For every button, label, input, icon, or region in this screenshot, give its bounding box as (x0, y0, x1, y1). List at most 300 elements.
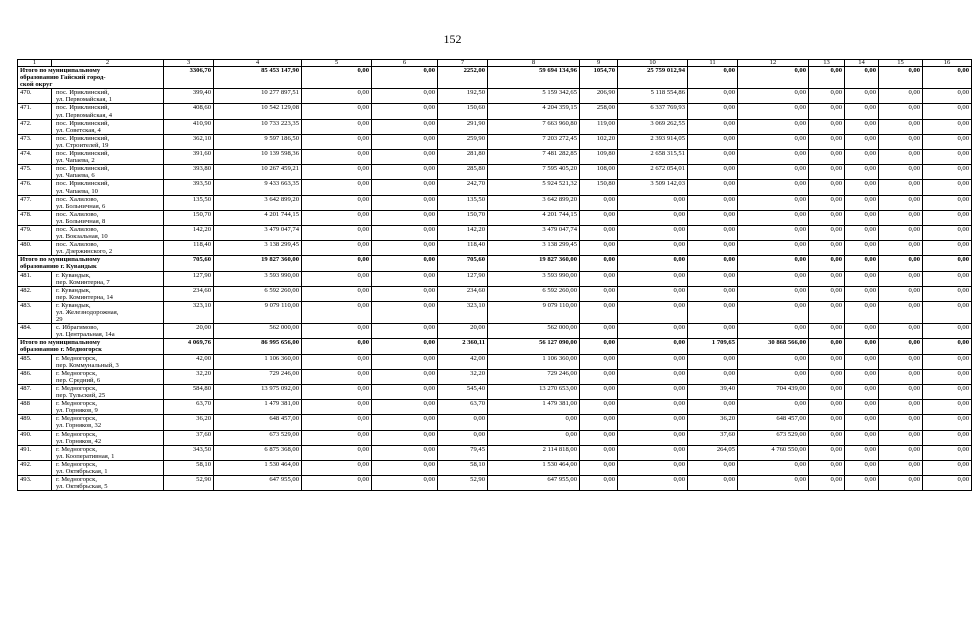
value-cell: 0,00 (302, 134, 372, 149)
value-cell: 0,00 (809, 460, 845, 475)
value-cell: 0,00 (923, 119, 972, 134)
value-cell: 206,90 (580, 89, 618, 104)
value-cell: 0,00 (845, 286, 879, 301)
column-number-row (18, 60, 972, 67)
value-cell: 0,00 (845, 150, 879, 165)
value-cell: 0,00 (923, 369, 972, 384)
row-number: 493. (18, 476, 52, 491)
value-cell: 408,60 (164, 104, 214, 119)
address-line: пос. Ириклинский, (56, 180, 110, 188)
value-cell: 0,00 (845, 415, 879, 430)
value-cell: 127,90 (438, 271, 488, 286)
value-cell: 0,00 (845, 369, 879, 384)
value-cell: 0,00 (845, 476, 879, 491)
value-cell: 393,80 (164, 165, 214, 180)
value-cell: 0,00 (618, 241, 688, 256)
value-cell: 0,00 (809, 445, 845, 460)
column-header: 6 (372, 60, 438, 67)
address-line: ул. Октябрьская, 5 (56, 483, 108, 491)
value-cell: 0,00 (879, 134, 923, 149)
address-line: ул. Горняков, 9 (56, 407, 98, 415)
value-cell: 0,00 (809, 476, 845, 491)
value-cell: 0,00 (738, 89, 809, 104)
value-cell: 0,00 (688, 165, 738, 180)
value-cell: 0,00 (809, 415, 845, 430)
value-cell: 0,00 (302, 415, 372, 430)
value-cell: 0,00 (438, 430, 488, 445)
value-cell: 3 479 047,74 (488, 225, 580, 240)
value-cell: 52,90 (438, 476, 488, 491)
value-cell: 0,00 (923, 400, 972, 415)
value-cell: 258,00 (580, 104, 618, 119)
value-cell: 0,00 (618, 301, 688, 323)
table-row (18, 324, 972, 339)
value-cell: 0,00 (809, 89, 845, 104)
value-cell: 0,00 (738, 134, 809, 149)
value-cell: 0,00 (372, 286, 438, 301)
address-line: ул. Первомайская, 4 (56, 111, 112, 119)
value-cell: 19 827 360,00 (214, 256, 302, 271)
value-cell: 0,00 (688, 369, 738, 384)
row-number: 479. (18, 225, 52, 240)
page-number: 152 (443, 32, 462, 46)
table-row (18, 241, 972, 256)
value-cell: 0,00 (845, 241, 879, 256)
value-cell: 0,00 (302, 104, 372, 119)
value-cell: 0,00 (688, 460, 738, 475)
address-line: ул. Первомайская, 1 (56, 96, 112, 104)
value-cell: 36,20 (164, 415, 214, 430)
table-row (18, 445, 972, 460)
value-cell: 0,00 (923, 67, 972, 89)
value-cell: 0,00 (879, 384, 923, 399)
value-cell: 0,00 (738, 400, 809, 415)
address-cell (52, 354, 164, 369)
value-cell: 0,00 (302, 210, 372, 225)
value-cell: 58,10 (164, 460, 214, 475)
address-line: ул. Октябрьская, 1 (56, 467, 108, 475)
value-cell: 3 069 262,55 (618, 119, 688, 134)
row-number: 487. (18, 384, 52, 399)
value-cell: 0,00 (580, 476, 618, 491)
address-line: ул. Горняков, 42 (56, 437, 102, 445)
value-cell: 32,20 (438, 369, 488, 384)
value-cell: 0,00 (879, 67, 923, 89)
column-header: 7 (438, 60, 488, 67)
value-cell: 0,00 (923, 301, 972, 323)
value-cell: 0,00 (302, 400, 372, 415)
value-cell: 0,00 (845, 460, 879, 475)
value-cell: 0,00 (618, 271, 688, 286)
value-cell: 0,00 (879, 339, 923, 354)
value-cell: 3 509 142,03 (618, 180, 688, 195)
address-line: образованию г. Медногорск (20, 346, 102, 354)
value-cell: 59 694 134,96 (488, 67, 580, 89)
value-cell: 0,00 (688, 134, 738, 149)
value-cell: 0,00 (738, 210, 809, 225)
address-cell (52, 104, 164, 119)
value-cell: 0,00 (923, 286, 972, 301)
value-cell: 4 201 744,15 (488, 210, 580, 225)
value-cell: 0,00 (738, 460, 809, 475)
address-cell (52, 369, 164, 384)
value-cell: 1 709,65 (688, 339, 738, 354)
value-cell: 673 529,00 (214, 430, 302, 445)
value-cell: 0,00 (923, 165, 972, 180)
value-cell: 2 672 054,01 (618, 165, 688, 180)
value-cell: 5 118 554,86 (618, 89, 688, 104)
value-cell: 135,50 (164, 195, 214, 210)
table-row (18, 195, 972, 210)
value-cell: 343,50 (164, 445, 214, 460)
value-cell: 7 595 405,20 (488, 165, 580, 180)
value-cell: 0,00 (809, 225, 845, 240)
address-cell (52, 271, 164, 286)
value-cell: 0,00 (688, 271, 738, 286)
address-line: г. Медногорск, (56, 445, 97, 453)
value-cell: 6 592 260,00 (214, 286, 302, 301)
value-cell: 0,00 (809, 180, 845, 195)
address-line: ул. Чапаева, 2 (56, 157, 95, 165)
value-cell: 242,70 (438, 180, 488, 195)
value-cell: 118,40 (164, 241, 214, 256)
value-cell: 56 127 090,00 (488, 339, 580, 354)
address-cell (52, 150, 164, 165)
address-cell (52, 165, 164, 180)
value-cell: 0,00 (845, 354, 879, 369)
value-cell: 0,00 (580, 324, 618, 339)
value-cell: 20,00 (164, 324, 214, 339)
value-cell: 0,00 (923, 430, 972, 445)
value-cell: 0,00 (845, 67, 879, 89)
value-cell: 0,00 (580, 369, 618, 384)
value-cell: 0,00 (845, 180, 879, 195)
value-cell: 36,20 (688, 415, 738, 430)
value-cell: 13 270 653,00 (488, 384, 580, 399)
value-cell: 0,00 (372, 67, 438, 89)
row-number: 489. (18, 415, 52, 430)
value-cell: 0,00 (845, 210, 879, 225)
value-cell: 0,00 (879, 400, 923, 415)
row-number: 480. (18, 241, 52, 256)
value-cell: 0,00 (845, 165, 879, 180)
value-cell: 0,00 (845, 301, 879, 323)
value-cell: 0,00 (923, 384, 972, 399)
value-cell: 0,00 (302, 384, 372, 399)
column-header: 5 (302, 60, 372, 67)
value-cell: 0,00 (879, 241, 923, 256)
value-cell: 0,00 (580, 286, 618, 301)
table-row (18, 119, 972, 134)
value-cell: 0,00 (738, 271, 809, 286)
address-line: Итого по муниципальному (20, 67, 101, 74)
value-cell: 0,00 (738, 150, 809, 165)
value-cell: 10 267 459,21 (214, 165, 302, 180)
value-cell: 0,00 (738, 354, 809, 369)
address-line: пос. Ириклинский, (56, 89, 110, 97)
value-cell: 3 479 047,74 (214, 225, 302, 240)
value-cell: 0,00 (580, 445, 618, 460)
value-cell: 0,00 (302, 225, 372, 240)
value-cell: 127,90 (164, 271, 214, 286)
value-cell: 2252,00 (438, 67, 488, 89)
value-cell: 0,00 (879, 445, 923, 460)
address-line: с. Ибрагимово, (56, 324, 99, 332)
value-cell: 0,00 (438, 415, 488, 430)
value-cell: 0,00 (580, 430, 618, 445)
value-cell: 0,00 (302, 430, 372, 445)
value-cell: 42,00 (164, 354, 214, 369)
table-row (18, 271, 972, 286)
address-line: Итого по муниципальному (20, 256, 101, 264)
value-cell: 0,00 (580, 210, 618, 225)
value-cell: 0,00 (923, 195, 972, 210)
column-header: 15 (879, 60, 923, 67)
address-cell (52, 286, 164, 301)
value-cell: 281,80 (438, 150, 488, 165)
value-cell: 0,00 (688, 301, 738, 323)
value-cell: 0,00 (302, 324, 372, 339)
value-cell: 0,00 (302, 445, 372, 460)
address-line: пер. Тульский, 25 (56, 392, 106, 400)
value-cell: 234,60 (438, 286, 488, 301)
value-cell: 648 457,00 (214, 415, 302, 430)
value-cell: 0,00 (372, 195, 438, 210)
value-cell: 0,00 (845, 104, 879, 119)
table-row (18, 369, 972, 384)
value-cell: 0,00 (302, 256, 372, 271)
value-cell: 0,00 (809, 339, 845, 354)
value-cell: 0,00 (302, 67, 372, 89)
table-row (18, 286, 972, 301)
address-line: ул. Советская, 4 (56, 126, 101, 134)
address-line: пер. Коммунальный, 3 (56, 361, 119, 369)
address-line: пос. Халилово, (56, 241, 99, 249)
value-cell: 20,00 (438, 324, 488, 339)
value-cell: 0,00 (879, 460, 923, 475)
value-cell: 0,00 (809, 400, 845, 415)
value-cell: 150,60 (438, 104, 488, 119)
value-cell: 108,00 (580, 165, 618, 180)
value-cell: 32,20 (164, 369, 214, 384)
value-cell: 0,00 (738, 301, 809, 323)
value-cell: 584,80 (164, 384, 214, 399)
value-cell: 0,00 (879, 286, 923, 301)
value-cell: 0,00 (372, 256, 438, 271)
address-line: пер. Коминтерна, 14 (56, 293, 113, 301)
column-header: 12 (738, 60, 809, 67)
value-cell: 5 924 521,32 (488, 180, 580, 195)
value-cell: 0,00 (879, 165, 923, 180)
value-cell: 1 530 464,00 (488, 460, 580, 475)
value-cell: 0,00 (618, 384, 688, 399)
value-cell: 0,00 (618, 400, 688, 415)
table-row (18, 400, 972, 415)
value-cell: 0,00 (372, 165, 438, 180)
value-cell: 1 479 381,00 (214, 400, 302, 415)
value-cell: 0,00 (372, 119, 438, 134)
value-cell: 52,90 (164, 476, 214, 491)
value-cell: 291,90 (438, 119, 488, 134)
address-line: ул. Вокзальная, 10 (56, 233, 108, 241)
value-cell: 58,10 (438, 460, 488, 475)
total-label (18, 67, 164, 89)
value-cell: 0,00 (738, 241, 809, 256)
address-line: образованию г. Кувандык (20, 263, 97, 271)
value-cell: 0,00 (688, 210, 738, 225)
address-line: ул. Чапаева, 6 (56, 172, 95, 180)
table-row (18, 415, 972, 430)
value-cell: 0,00 (688, 476, 738, 491)
value-cell: 234,60 (164, 286, 214, 301)
value-cell: 2 658 315,51 (618, 150, 688, 165)
value-cell: 39,40 (688, 384, 738, 399)
value-cell: 3 642 899,20 (488, 195, 580, 210)
value-cell: 0,00 (809, 354, 845, 369)
table-body (18, 60, 972, 491)
column-header: 11 (688, 60, 738, 67)
value-cell: 0,00 (845, 89, 879, 104)
value-cell: 0,00 (302, 271, 372, 286)
address-cell (52, 415, 164, 430)
value-cell: 0,00 (845, 445, 879, 460)
value-cell: 0,00 (923, 256, 972, 271)
value-cell: 0,00 (688, 286, 738, 301)
address-line: г. Кувандык, (56, 286, 91, 294)
address-line: пос. Халилово, (56, 195, 99, 203)
column-header: 9 (580, 60, 618, 67)
value-cell: 285,80 (438, 165, 488, 180)
address-line: ул. Кооперативная, 1 (56, 452, 115, 460)
value-cell: 0,00 (879, 271, 923, 286)
value-cell: 30 868 566,00 (738, 339, 809, 354)
value-cell: 0,00 (618, 339, 688, 354)
value-cell: 119,00 (580, 119, 618, 134)
column-header: 1 (18, 60, 52, 67)
value-cell: 0,00 (302, 150, 372, 165)
value-cell: 0,00 (488, 415, 580, 430)
address-line: ской округ (20, 81, 53, 89)
value-cell: 0,00 (618, 460, 688, 475)
value-cell: 0,00 (738, 165, 809, 180)
value-cell: 0,00 (302, 301, 372, 323)
value-cell: 0,00 (809, 67, 845, 89)
value-cell: 391,60 (164, 150, 214, 165)
value-cell: 0,00 (618, 324, 688, 339)
value-cell: 0,00 (580, 195, 618, 210)
value-cell: 0,00 (879, 195, 923, 210)
value-cell: 0,00 (618, 210, 688, 225)
value-cell: 362,10 (164, 134, 214, 149)
address-line: пос. Халилово, (56, 210, 99, 218)
address-line: г. Медногорск, (56, 384, 97, 392)
row-number: 483. (18, 301, 52, 323)
value-cell: 0,00 (580, 460, 618, 475)
column-header: 3 (164, 60, 214, 67)
value-cell: 0,00 (372, 400, 438, 415)
value-cell: 9 079 110,00 (488, 301, 580, 323)
value-cell: 3 593 990,00 (214, 271, 302, 286)
table-row (18, 180, 972, 195)
table-row (18, 430, 972, 445)
value-cell: 0,00 (879, 301, 923, 323)
address-line: г. Кувандык, (56, 271, 91, 279)
address-cell (52, 119, 164, 134)
value-cell: 0,00 (923, 134, 972, 149)
value-cell: 135,50 (438, 195, 488, 210)
value-cell: 0,00 (302, 241, 372, 256)
address-line: пос. Халилово, (56, 225, 99, 233)
value-cell: 0,00 (372, 210, 438, 225)
row-number: 490. (18, 430, 52, 445)
value-cell: 37,60 (164, 430, 214, 445)
value-cell: 4 760 550,00 (738, 445, 809, 460)
address-line: г. Медногорск, (56, 430, 97, 438)
subtotal-row (18, 256, 972, 271)
value-cell: 0,00 (879, 210, 923, 225)
address-line: ул. Центральная, 14а (56, 331, 115, 339)
address-cell (52, 89, 164, 104)
value-cell: 9 597 186,50 (214, 134, 302, 149)
value-cell: 0,00 (923, 89, 972, 104)
table-row (18, 225, 972, 240)
address-line: ул. Горняков, 32 (56, 422, 102, 430)
value-cell: 0,00 (580, 241, 618, 256)
value-cell: 0,00 (738, 225, 809, 240)
value-cell: 3 642 899,20 (214, 195, 302, 210)
value-cell: 0,00 (372, 384, 438, 399)
address-line: г. Медногорск, (56, 400, 97, 408)
value-cell: 0,00 (923, 476, 972, 491)
value-cell: 0,00 (923, 324, 972, 339)
value-cell: 0,00 (845, 119, 879, 134)
value-cell: 25 759 012,94 (618, 67, 688, 89)
value-cell: 0,00 (923, 180, 972, 195)
value-cell: 7 481 282,85 (488, 150, 580, 165)
value-cell: 42,00 (438, 354, 488, 369)
value-cell: 0,00 (618, 445, 688, 460)
value-cell: 0,00 (738, 195, 809, 210)
value-cell: 545,40 (438, 384, 488, 399)
subtotal-row (18, 339, 972, 354)
value-cell: 192,50 (438, 89, 488, 104)
value-cell: 0,00 (688, 104, 738, 119)
row-number: 478. (18, 210, 52, 225)
value-cell: 0,00 (580, 301, 618, 323)
value-cell: 0,00 (809, 134, 845, 149)
value-cell: 63,70 (438, 400, 488, 415)
value-cell: 0,00 (809, 150, 845, 165)
value-cell: 10 542 129,08 (214, 104, 302, 119)
value-cell: 0,00 (809, 384, 845, 399)
value-cell: 3306,70 (164, 67, 214, 89)
value-cell: 0,00 (372, 241, 438, 256)
value-cell: 0,00 (580, 225, 618, 240)
value-cell: 0,00 (372, 415, 438, 430)
value-cell: 0,00 (845, 400, 879, 415)
value-cell: 0,00 (580, 384, 618, 399)
subtotal-row (18, 67, 972, 89)
value-cell: 0,00 (618, 256, 688, 271)
value-cell: 4 201 744,15 (214, 210, 302, 225)
value-cell: 86 995 656,00 (214, 339, 302, 354)
value-cell: 0,00 (738, 67, 809, 89)
value-cell: 673 529,00 (738, 430, 809, 445)
address-cell (52, 210, 164, 225)
value-cell: 0,00 (879, 476, 923, 491)
value-cell: 0,00 (302, 369, 372, 384)
value-cell: 0,00 (688, 225, 738, 240)
